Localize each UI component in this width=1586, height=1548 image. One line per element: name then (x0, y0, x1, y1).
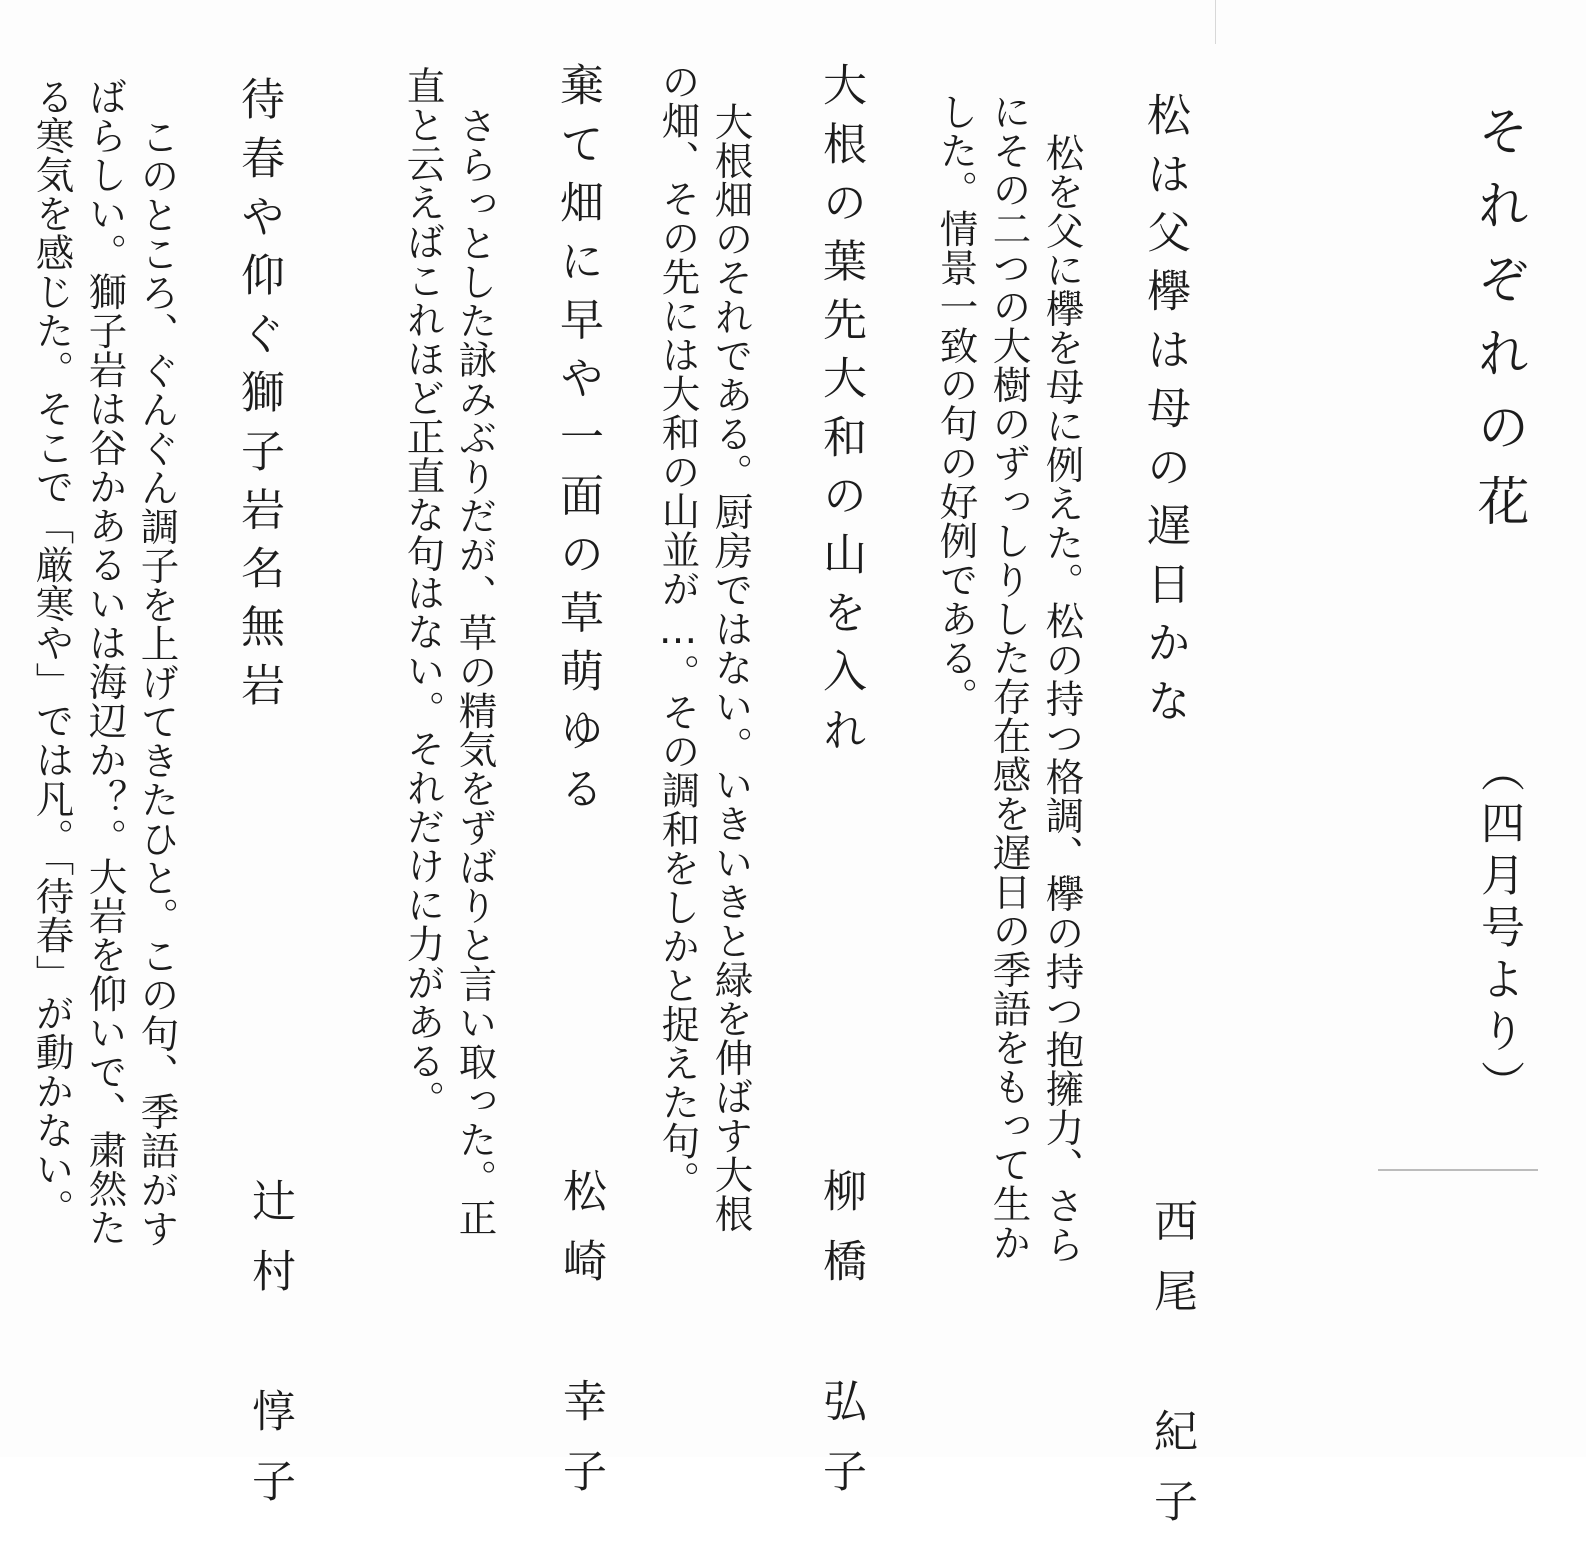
haiku-4: 待春や仰ぐ獅子岩名無岩 (233, 76, 284, 721)
comment-2-line-1: 大根畑のそれである。厨房ではない。いきいきと緑を伸ばす大根 (708, 102, 754, 1233)
top-divider (1215, 0, 1216, 44)
author-2: 柳橋 弘子 (815, 1168, 866, 1518)
comment-1-line-1: 松を父に欅を母に例えた。松の持つ格調、欅の持つ抱擁力、さら (1039, 133, 1085, 1264)
comment-4-line-2: ばらしい。獅子岩は谷かあるいは海辺か？。大岩を仰いで、粛然た (82, 77, 128, 1247)
document-title: それぞれの花 (1468, 104, 1528, 548)
title-underline (1378, 1169, 1538, 1171)
comment-1-line-2: にその二つの大樹のずっしりした存在感を遅日の季語をもって生か (986, 92, 1032, 1262)
comment-1-line-3: した。情景一致の句の好例である。 (933, 92, 979, 716)
document-subtitle: （四月号より） (1473, 748, 1524, 1112)
haiku-3: 棄て畑に早や一面の草萌ゆる (552, 62, 603, 824)
author-4: 辻村 惇子 (244, 1178, 295, 1528)
comment-2-line-2: の畑、その先には大和の山並が…。その調和をしかと捉えた句。 (655, 62, 701, 1200)
author-1: 西尾 紀子 (1146, 1198, 1197, 1548)
comment-4-line-3: る寒気を感じた。そこで「厳寒や」では凡。「待春」が動かない。 (29, 77, 75, 1228)
haiku-2: 大根の葉先大和の山を入れ (815, 62, 866, 766)
comment-3-line-1: さらっとした詠みぶりだが、草の精気をずばりと言い取った。正 (452, 106, 498, 1237)
comment-3-line-2: 直と云えばこれほど正直な句はない。それだけに力がある。 (400, 66, 446, 1119)
author-3: 松崎 幸子 (555, 1168, 606, 1518)
comment-4-line-1: このところ、ぐんぐん調子を上げてきたひと。この句、季語がす (134, 117, 180, 1248)
haiku-1: 松は父欅は母の遅日かな (1139, 92, 1190, 737)
